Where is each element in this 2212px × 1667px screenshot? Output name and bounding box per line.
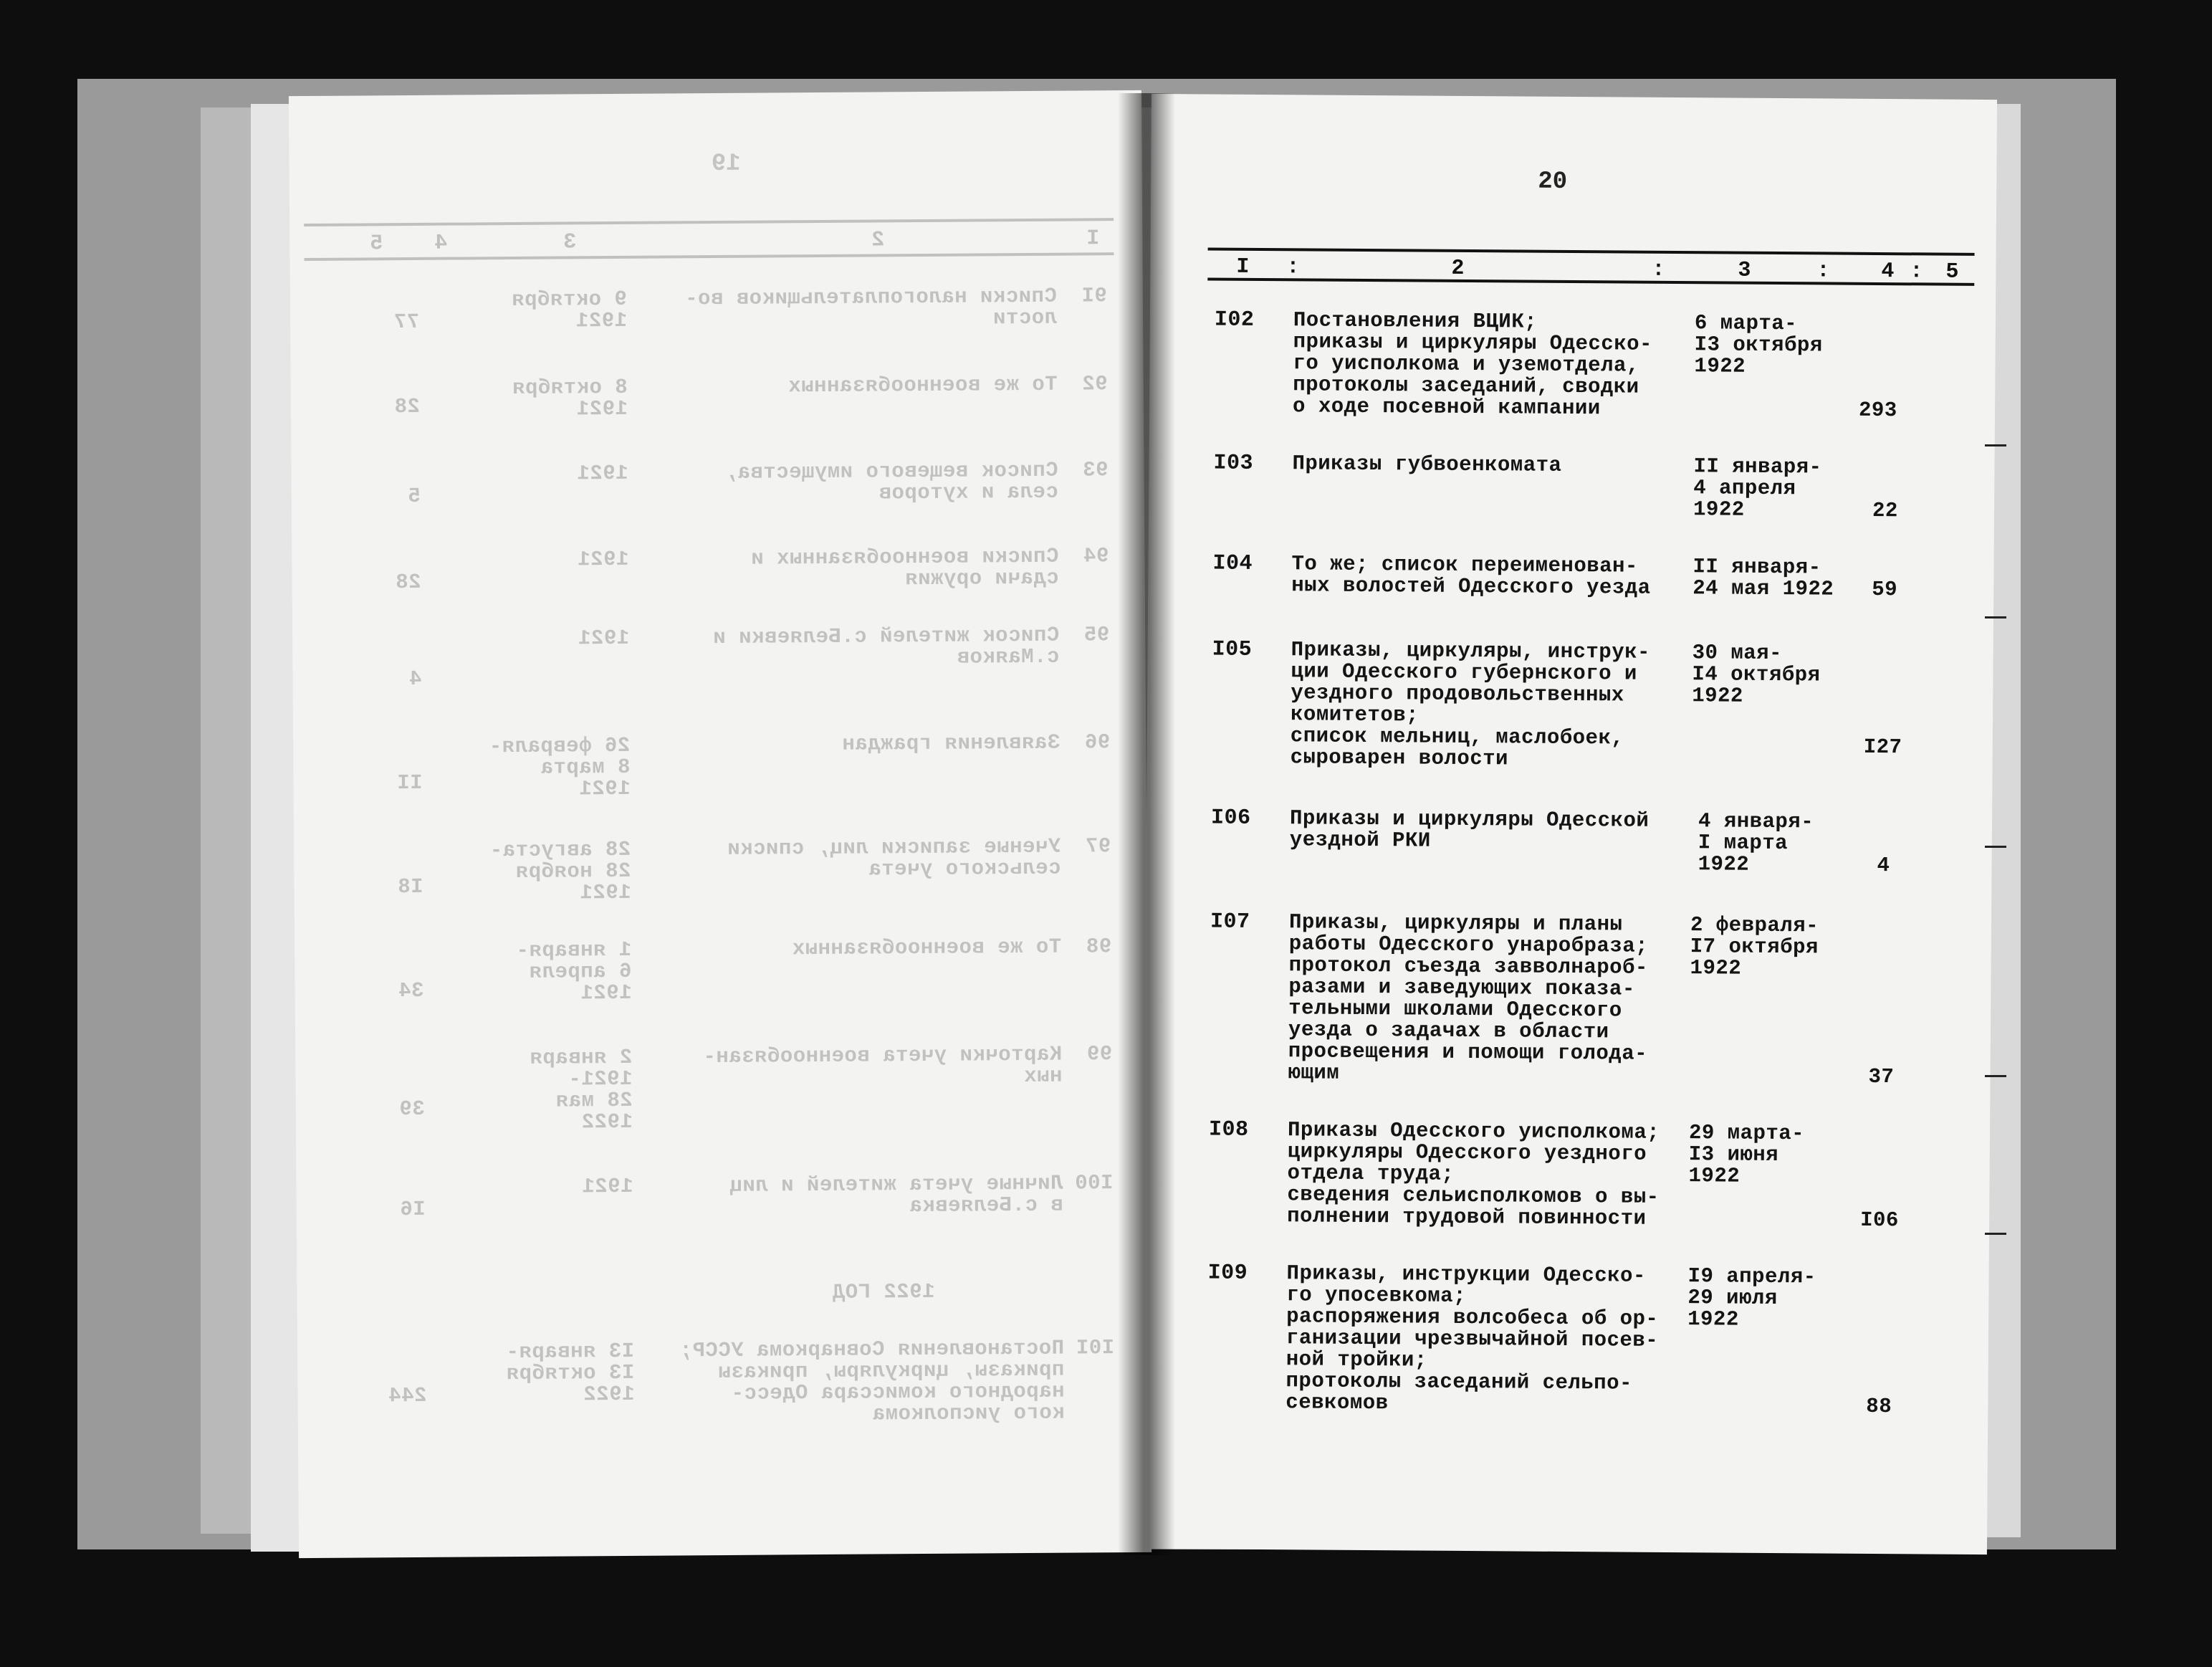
reverse-row-98-title: То же военнообязанных <box>792 935 1062 961</box>
reverse-row-100-dates: 1921 <box>581 1174 633 1199</box>
reverse-row-95-no: 95 <box>1083 623 1110 647</box>
reverse-row-94-title: Списки военнообязанных и сдачи оружия <box>750 544 1059 591</box>
reverse-row-93-title: Список вещевого имущества, села и хуторов <box>724 458 1058 505</box>
entry-title: Приказы, инструкции Одесско- го упосевкома; распоряжения волсобеса об ор- ганизации чрезвычайной посев- ной тройки; протоколы заседаний сельпо- севкомов <box>1285 1261 1659 1415</box>
right-edge-tab <box>1985 846 2006 848</box>
header-col3: 3 <box>1738 258 1751 283</box>
entry-dates: 2 февраля- I7 октября 1922 <box>1690 913 1819 980</box>
reverse-header-col5: 5 <box>370 231 383 257</box>
header-sep2: : <box>1652 257 1665 282</box>
entry-number: I09 <box>1207 1261 1248 1286</box>
reverse-header-col3: 3 <box>563 230 577 255</box>
reverse-row-97-no: 97 <box>1085 834 1111 859</box>
reverse-row-94-no: 94 <box>1083 544 1109 568</box>
right-edge-tab <box>1985 1075 2006 1077</box>
reverse-row-93-no: 93 <box>1082 458 1109 482</box>
right-edge-tab <box>1985 1233 2006 1235</box>
reverse-row-100-no: I00 <box>1074 1171 1114 1195</box>
entry-title: Приказы губвоенкомата <box>1292 452 1562 477</box>
entry-title: Приказы и циркуляры Одесской уездной РКИ <box>1289 806 1650 853</box>
reverse-row-93-dates: 1921 <box>576 461 628 486</box>
header-sep4: : <box>1910 259 1923 285</box>
reverse-row-101-no: I0I <box>1076 1336 1115 1360</box>
reverse-row-96-no: 96 <box>1084 730 1111 755</box>
entry-dates: II января- 4 апреля 1922 <box>1692 454 1822 522</box>
entry-dates: 6 марта- I3 октября 1922 <box>1694 311 1823 378</box>
entry-title: То же; список переименован- ных волостей Одесского уезда <box>1291 552 1651 600</box>
header-col2: 2 <box>1451 256 1465 281</box>
entry-sheets: 59 <box>1872 577 1898 602</box>
reverse-row-99-dates: 2 января 1921- 28 мая 1922 <box>529 1045 633 1135</box>
reverse-row-100-sheets: I6 <box>399 1197 426 1222</box>
reverse-row-95-title: Список жителей с.Беляевки и с.Маяков <box>712 623 1060 669</box>
entry-sheets: I27 <box>1863 735 1902 760</box>
book-gutter-shadow <box>1118 93 1175 1555</box>
entry-title: Приказы, циркуляры, инструк- ции Одесского губернского и уездного продовольственных комитетов; список мельниц, маслобоек, сыроварен волости <box>1290 638 1651 771</box>
reverse-row-98-no: 98 <box>1086 935 1112 959</box>
header-col5: 5 <box>1945 259 1959 285</box>
reverse-row-97-sheets: I8 <box>397 874 423 899</box>
entry-number: I04 <box>1212 551 1253 576</box>
reverse-row-97-title: Ученые записки лиц, списки сельского учета <box>727 834 1061 882</box>
left-page-reverse-text <box>289 90 1152 1558</box>
reverse-row-95-dates: 1921 <box>578 626 630 651</box>
reverse-row-94-sheets: 28 <box>395 570 421 595</box>
reverse-row-99-sheets: 39 <box>398 1097 425 1122</box>
reverse-row-95-sheets: 4 <box>408 667 422 692</box>
entry-sheets: 4 <box>1877 854 1890 878</box>
entry-dates: 30 мая- I4 октября 1922 <box>1692 641 1821 708</box>
header-rule-bottom <box>1207 277 1974 285</box>
reverse-row-96-title: Заявления граждан <box>841 730 1060 756</box>
entry-number: I08 <box>1208 1117 1249 1142</box>
entry-sheets: I06 <box>1860 1208 1899 1233</box>
reverse-row-96-dates: 26 февраля- 8 марта 1921 <box>489 733 631 801</box>
reverse-row-91-title: Списки налогоплательщиков во- лости <box>684 284 1058 330</box>
reverse-header-col1: I <box>1086 226 1100 252</box>
reverse-row-99-title: Карточки учета военнообязан- ных <box>702 1042 1063 1089</box>
reverse-row-98-dates: 1 января- 6 апреля 1921 <box>515 937 632 1006</box>
reverse-row-97-dates: 28 августа- 28 ноября 1921 <box>489 837 631 905</box>
reverse-row-91-no: 9I <box>1081 284 1107 308</box>
header-col4: 4 <box>1881 259 1895 285</box>
entry-sheets: 88 <box>1866 1394 1892 1419</box>
right-page <box>1141 94 1997 1554</box>
entry-dates: II января- 24 мая 1922 <box>1692 555 1834 601</box>
reverse-row-92-no: 92 <box>1081 372 1108 396</box>
entry-dates: I9 апреля- 29 июля 1922 <box>1687 1264 1816 1332</box>
header-col1: I <box>1236 254 1250 280</box>
reverse-row-96-sheets: II <box>396 770 423 796</box>
reverse-row-94-dates: 1921 <box>577 547 629 572</box>
entry-number: I06 <box>1210 806 1251 831</box>
reverse-row-101-sheets: 244 <box>388 1383 427 1408</box>
reverse-row-100-title: Личные учета жителей и лиц в с.Беляевка <box>729 1171 1063 1218</box>
header-sep1: : <box>1286 255 1300 280</box>
reverse-row-91-sheets: 77 <box>393 310 420 335</box>
entry-number: I05 <box>1212 637 1253 662</box>
header-rule-top <box>1208 247 1975 255</box>
reverse-header-rule-2 <box>304 252 1114 261</box>
reverse-header-col4: 4 <box>434 231 448 256</box>
reverse-header-rule <box>304 218 1114 226</box>
entry-sheets: 293 <box>1858 398 1897 423</box>
left-page <box>289 90 1152 1558</box>
entry-title: Приказы, циркуляры и планы работы Одесского унаробраза; протокол съезда завволнароб- разами и заведующих показа- тельными школами Одесского уезда о задачах в области просвещения и помощи голода- ющим <box>1288 910 1649 1085</box>
entry-number: I07 <box>1210 909 1250 935</box>
reverse-page-number: 19 <box>711 150 741 178</box>
reverse-row-99-no: 99 <box>1086 1042 1113 1066</box>
reverse-row-92-title: То же военнообязанных <box>787 372 1058 398</box>
page-number: 20 <box>1538 168 1568 196</box>
reverse-row-92-sheets: 28 <box>393 394 421 419</box>
entry-number: I03 <box>1213 451 1254 476</box>
entry-title: Приказы Одесского уисполкома; циркуляры Одесского уездного отдела труда; сведения сельисполкомов о вы- полнении трудовой повинности <box>1287 1118 1660 1231</box>
entry-dates: 4 января- I марта 1922 <box>1698 809 1814 877</box>
reverse-row-92-dates: 8 октября 1921 <box>512 375 628 421</box>
reverse-year-heading: 1922 ГОД <box>832 1279 935 1304</box>
reverse-row-101-title: Постановления Совнаркома УССР; приказы, циркуляры, приказы народного комиссара Одесс- кого уисполкома <box>679 1336 1065 1426</box>
right-edge-tab <box>1985 616 2006 618</box>
reverse-row-93-sheets: 5 <box>407 484 421 509</box>
entry-dates: 29 марта- I3 июня 1922 <box>1688 1121 1805 1188</box>
entry-title: Постановления ВЦИК; приказы и циркуляры Одесско- го уисполкома и уземотдела, протоколы заседаний, сводки о ходе посевной кампании <box>1292 308 1653 421</box>
reverse-row-101-dates: I3 января- I3 октября 1922 <box>505 1339 635 1407</box>
reverse-row-98-sheets: 34 <box>398 978 424 1003</box>
reverse-header-col2: 2 <box>871 228 885 253</box>
header-sep3: : <box>1816 259 1830 284</box>
right-edge-tab <box>1985 444 2006 446</box>
entry-sheets: 22 <box>1872 498 1898 523</box>
entry-sheets: 37 <box>1868 1064 1895 1089</box>
reverse-row-91-dates: 9 октября 1921 <box>511 287 628 333</box>
entry-number: I02 <box>1214 307 1255 333</box>
